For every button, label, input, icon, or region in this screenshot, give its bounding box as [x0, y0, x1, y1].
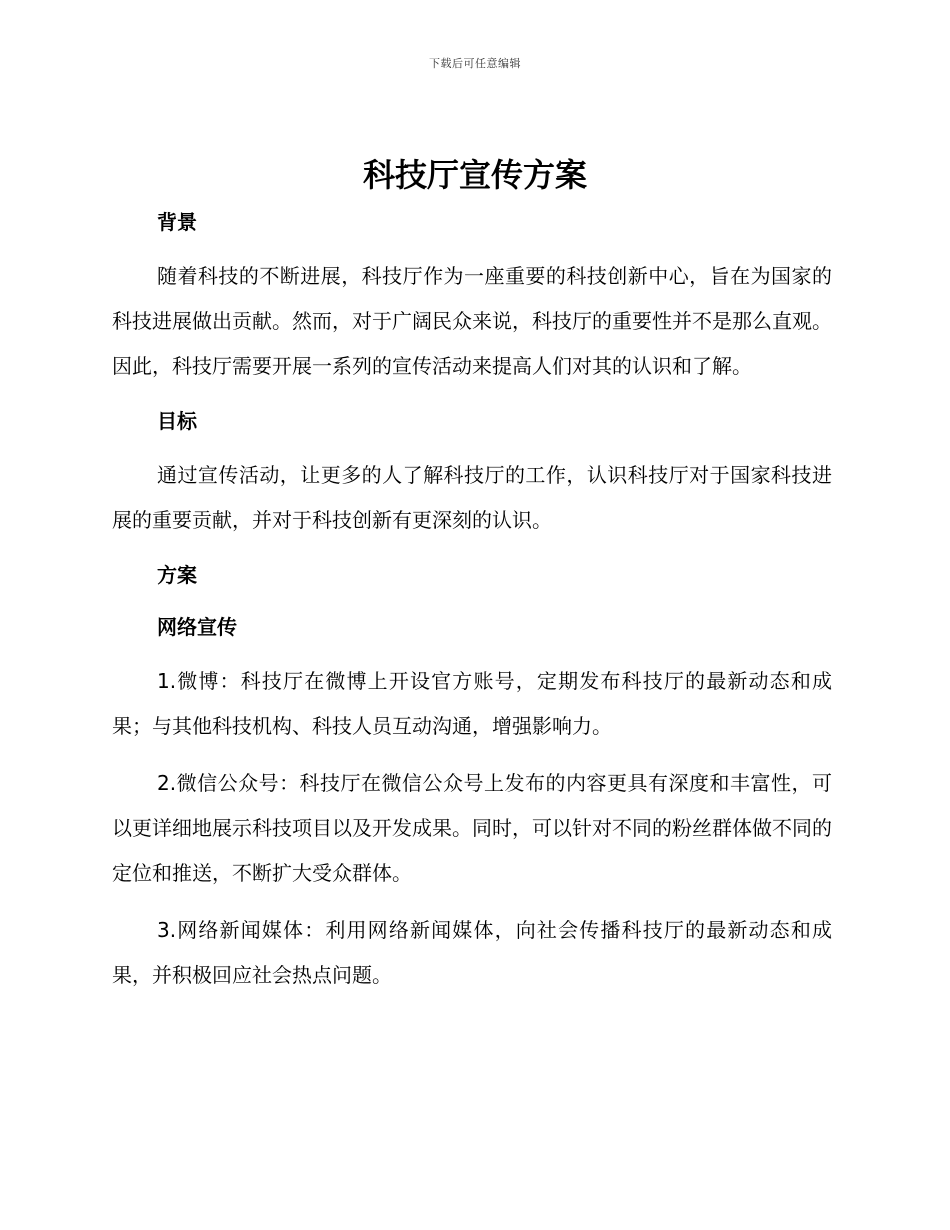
paragraph-background: 随着科技的不断进展，科技厅作为一座重要的科技创新中心，旨在为国家的科技进展做出贡献。然而，对于广阔民众来说，科技厅的重要性并不是那么直观。因此，科技厅需要开展一系列的宣传活动来提高人们对其的认识和了解。 — [112, 264, 832, 378]
paragraph-goal: 通过宣传活动，让更多的人了解科技厅的工作，认识科技厅对于国家科技进展的重要贡献，并对于科技创新有更深刻的认识。 — [112, 463, 832, 532]
list-item-news-media: 3.网络新闻媒体：利用网络新闻媒体，向社会传播科技厅的最新动态和成果，并积极回应社会热点问题。 — [112, 918, 832, 987]
section-heading-goal: 目标 — [157, 409, 197, 433]
page-header-note: 下载后可任意编辑 — [429, 57, 521, 70]
document-title: 科技厅宣传方案 — [362, 156, 587, 194]
list-item-wechat: 2.微信公众号：科技厅在微信公众号上发布的内容更具有深度和丰富性，可以更详细地展示科技项目以及开发成果。同时，可以针对不同的粉丝群体做不同的定位和推送，不断扩大受众群体。 — [112, 771, 832, 885]
section-heading-background: 背景 — [157, 210, 197, 234]
document-body — [112, 202, 832, 998]
section-heading-online: 网络宣传 — [157, 615, 237, 639]
list-item-weibo: 1.微博：科技厅在微博上开设官方账号，定期发布科技厅的最新动态和成果；与其他科技机构、科技人员互动沟通，增强影响力。 — [112, 669, 832, 738]
section-heading-plan: 方案 — [157, 563, 197, 587]
